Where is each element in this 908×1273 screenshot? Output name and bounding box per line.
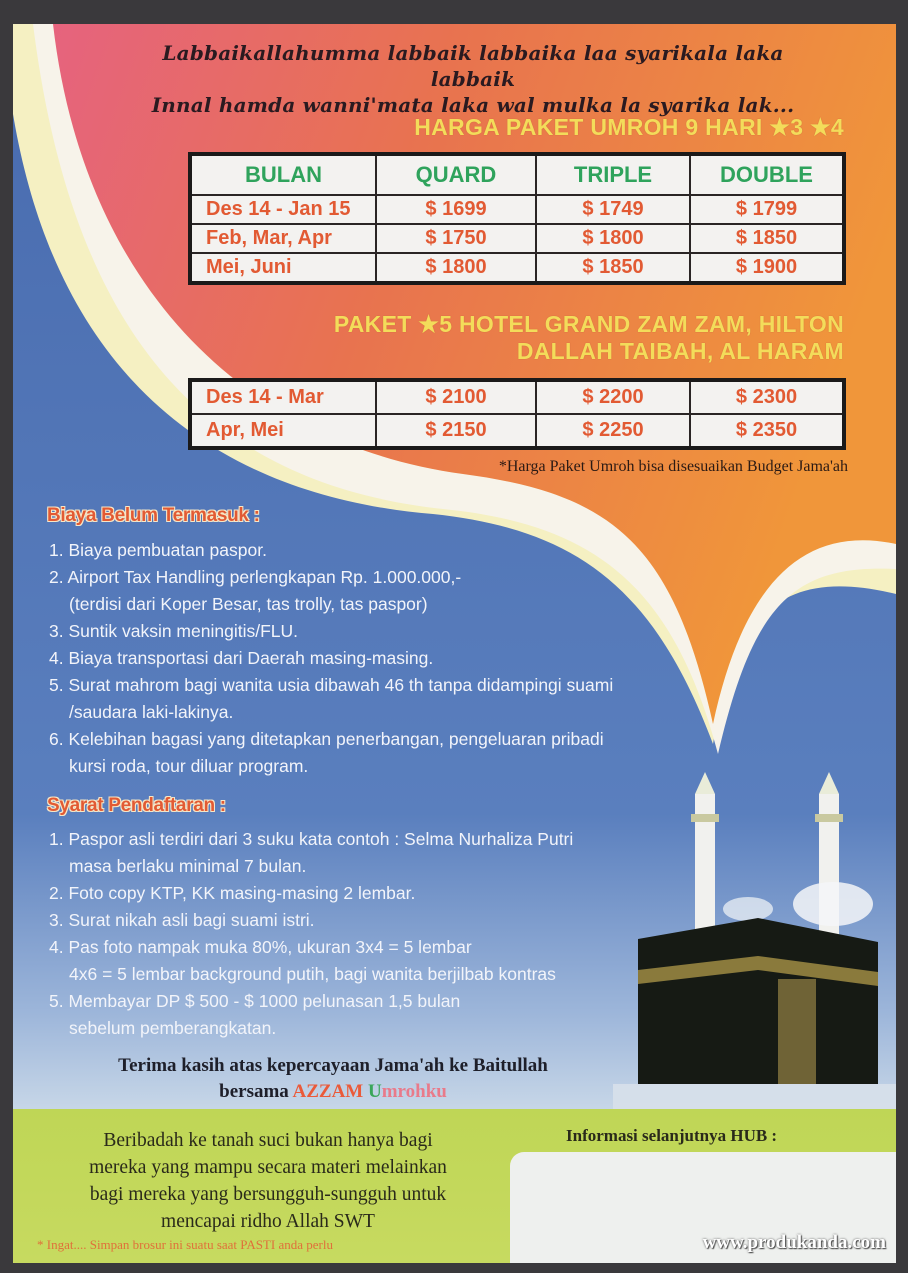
list-item: 6. Kelebihan bagasi yang ditetapkan penerbangan, pengeluaran pribadi kursi roda, tour diluar program. [49,729,604,776]
double-price: $ 1900 [690,253,844,283]
kaaba-door [778,979,816,1084]
package-9-days-title: HARGA PAKET UMROH 9 HARI ★3 ★4 [414,114,844,140]
month-cell: Apr, Mei [190,414,376,448]
list-item: 1. Paspor asli terdiri dari 3 suku kata contoh : Selma Nurhaliza Putri masa berlaku minimal 7 bulan. [49,829,574,876]
double-price: $ 2350 [690,414,844,448]
quard-price: $ 2100 [376,380,536,414]
month-cell: Des 14 - Mar [190,380,376,414]
budget-note: *Harga Paket Umroh bisa disesuaikan Budget Jama'ah [498,458,848,475]
triple-price: $ 2250 [536,414,690,448]
footer-quote: Beribadah ke tanah suci bukan hanya bagi mereka yang mampu secara materi melainkan bagi mereka yang bersungguh-sungguh untuk mencapai ridho Allah SWT [89,1130,447,1232]
list-item: 3. Surat nikah asli bagi suami istri. [49,910,315,930]
excluded-costs-list [49,537,699,780]
price-table-5-star [188,378,846,450]
table-row [190,195,844,224]
thanks-message [53,1053,613,1105]
list-item: 3. Suntik vaksin meningitis/FLU. [49,621,298,641]
triple-price: $ 1850 [536,253,690,283]
list-item: 5. Surat mahrom bagi wanita usia dibawah 46 th tanpa didampingi suami /saudara laki-lakinya. [49,675,614,722]
month-cell: Mei, Juni [190,253,376,283]
talbiyah-line-2: Innal hamda wanni'mata laka wal mulka la syarika lak... [151,93,795,117]
table-header-row [190,154,844,195]
umroh-flyer [13,24,896,1263]
month-cell: Feb, Mar, Apr [190,224,376,253]
list-item: 4. Pas foto nampak muka 80%, ukuran 3x4 = 5 lembar 4x6 = 5 lembar background putih, bagi wanita berjilbab kontras [49,937,556,984]
table-row [190,253,844,283]
quard-price: $ 1750 [376,224,536,253]
header-bulan: BULAN [190,154,376,195]
price-table-9-days [188,152,846,285]
kaaba-body [638,918,878,1084]
quard-price: $ 1699 [376,195,536,224]
list-item: 5. Membayar DP $ 500 - $ 1000 pelunasan 1,5 bulan sebelum pemberangkatan. [49,991,461,1038]
reminder-note: * Ingat.... Simpan brosur ini suatu saat PASTI anda perlu [37,1237,333,1252]
double-price: $ 1850 [690,224,844,253]
registration-heading: Syarat Pendaftaran : [47,795,226,816]
table-row [190,380,844,414]
header-double: DOUBLE [690,154,844,195]
list-item: 4. Biaya transportasi dari Daerah masing-masing. [49,648,434,668]
double-price: $ 1799 [690,195,844,224]
thanks-line-1: Terima kasih atas kepercayaan Jama'ah ke Baitullah [118,1055,548,1076]
quard-price: $ 1800 [376,253,536,283]
package-5-star-title-line-1: PAKET ★5 HOTEL GRAND ZAM ZAM, HILTON [333,311,844,337]
month-cell: Des 14 - Jan 15 [190,195,376,224]
package-5-star-title-line-2: DALLAH TAIBAH, AL HARAM [516,338,844,364]
list-item: 2. Airport Tax Handling perlengkapan Rp. 1.000.000,- (terdisi dari Koper Besar, tas trolly, tas paspor) [49,567,462,614]
header-quard: QUARD [376,154,536,195]
talbiyah-text [123,40,823,118]
brand-u: U [367,1081,382,1102]
double-price: $ 2300 [690,380,844,414]
excluded-costs-heading: Biaya Belum Termasuk : [47,505,260,526]
contact-info-label: Informasi selanjutnya HUB : [566,1126,778,1145]
table-row [190,224,844,253]
triple-price: $ 1749 [536,195,690,224]
package-5-star-title [334,311,844,365]
brand-mrohku: mrohku [381,1081,447,1102]
registration-list [49,826,659,1042]
list-item: 1. Biaya pembuatan paspor. [49,540,267,560]
watermark: www.produkanda.com [702,1232,886,1253]
list-item: 2. Foto copy KTP, KK masing-masing 2 lembar. [49,883,416,903]
quard-price: $ 2150 [376,414,536,448]
triple-price: $ 1800 [536,224,690,253]
talbiyah-line-1: Labbaikallahumma labbaik labbaika laa syarikala laka labbaik [162,41,784,91]
triple-price: $ 2200 [536,380,690,414]
thanks-line-2: bersama AZZAM Umrohku [219,1081,447,1102]
header-triple: TRIPLE [536,154,690,195]
table-row [190,414,844,448]
brand-azzam: AZZAM [292,1081,368,1102]
